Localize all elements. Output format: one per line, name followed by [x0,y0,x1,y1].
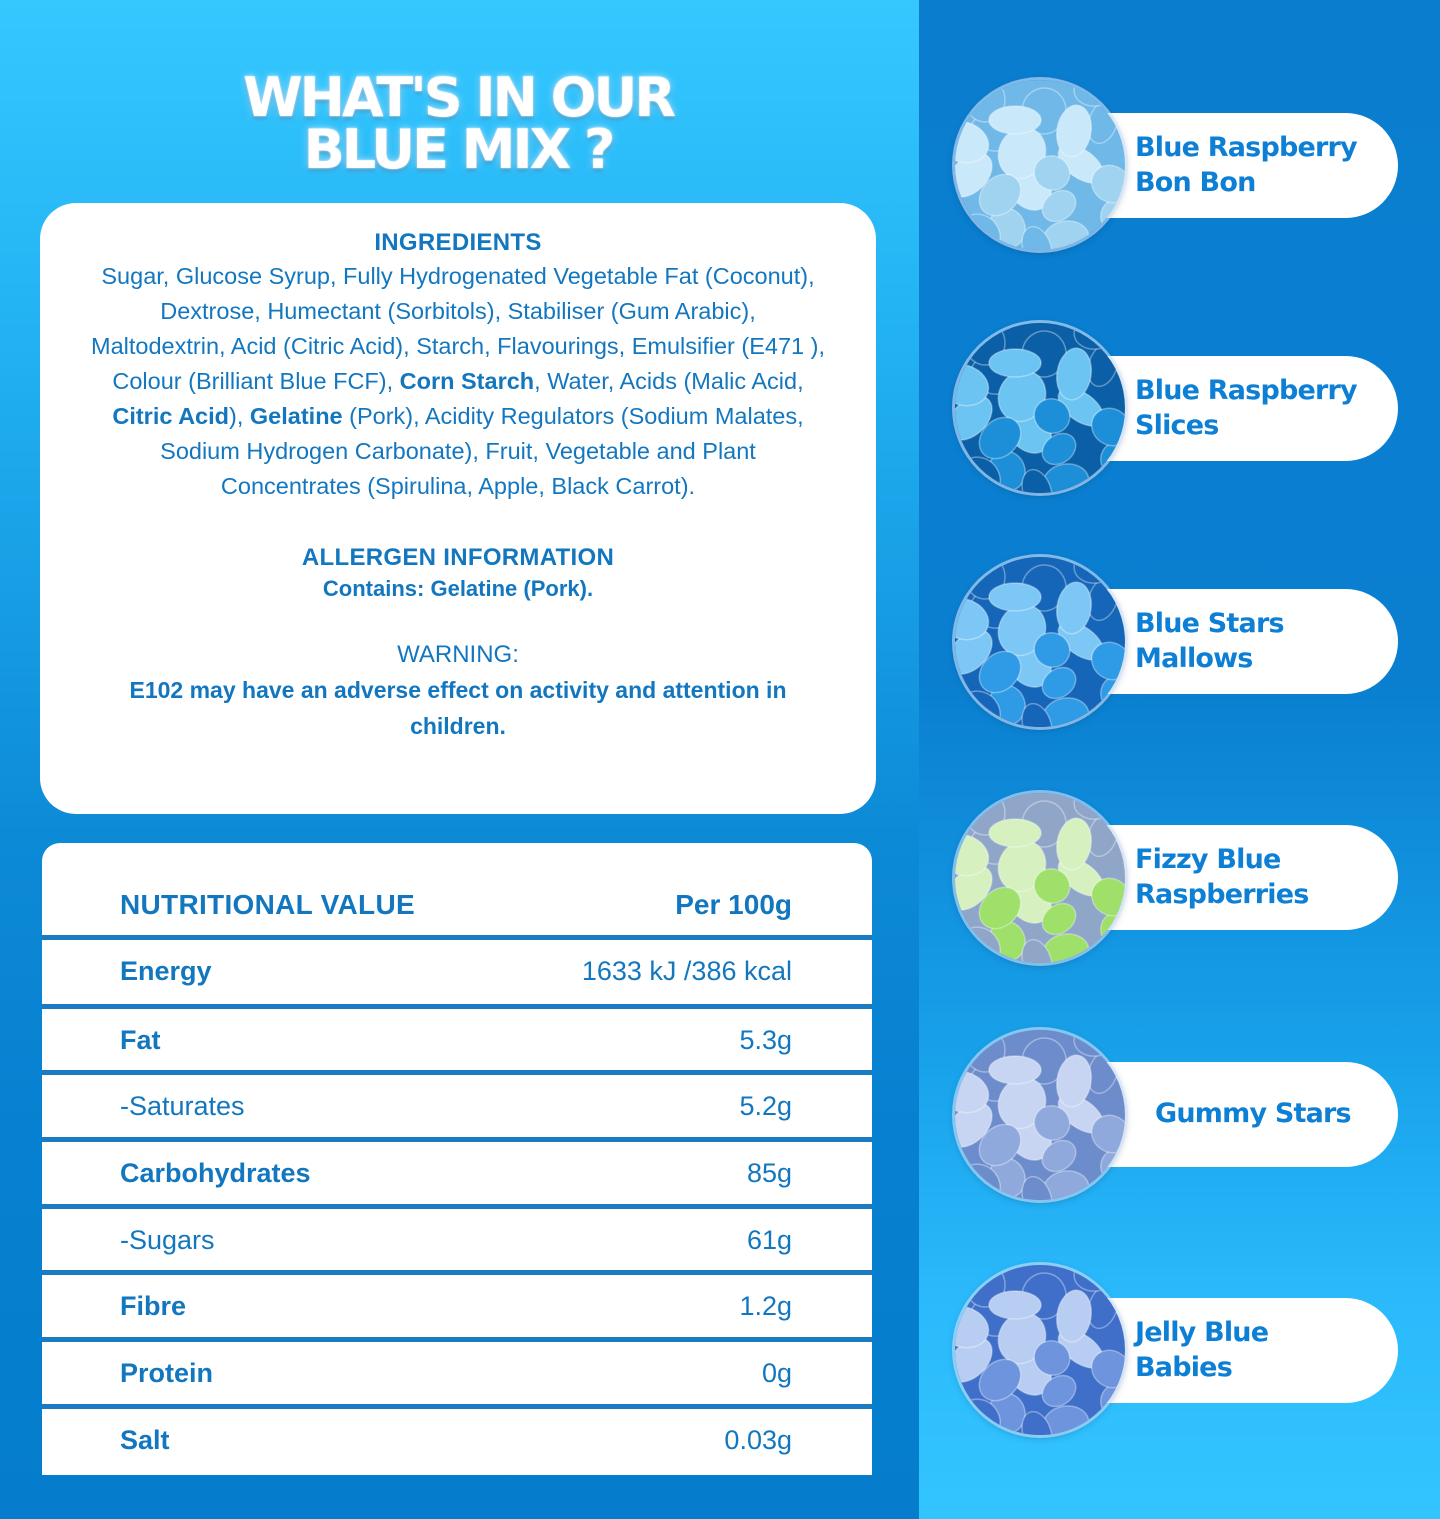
candy-name-line-2: Mallows [1135,643,1253,674]
nutrient-value: 85g [746,1157,792,1188]
nutrition-header-label: NUTRITIONAL VALUE [120,888,415,920]
candy-item [955,80,1400,260]
ingredients-segment: Sugar, Glucose Syrup, Fully Hydrogenated Vegetable Fat (Coconut), Dextrose, Humectant (Sorbitols), Stabiliser (Gum Arabic), Maltodextrin, Acid (Citric Acid), Starch, Flavourings, Emulsifier (E471 ), Colour (Brilliant Blue FCF), [91,263,825,394]
page-title-line-1: WHAT'S IN OUR [243,66,673,129]
table-row [42,1142,872,1204]
gummy-stars-image [955,1030,1125,1200]
allergen-section [90,544,826,606]
blue-raspberry-slices-image [955,323,1125,493]
candy-name-line-1: Fizzy Blue [1135,844,1281,875]
table-row [42,1409,872,1471]
candy-name-line-2: Slices [1135,410,1219,441]
candy-name-line-1: Blue Stars [1135,608,1284,639]
candy-name [1135,130,1357,200]
nutrient-label: Fat [120,1024,161,1055]
candy-item [955,557,1400,737]
candy-name [1135,842,1309,912]
blue-star-mallows-image [955,557,1125,727]
jelly-blue-babies-image [955,1265,1125,1435]
nutrition-header-row [42,843,872,936]
candy-name-line-1: Jelly Blue [1135,1317,1269,1348]
ingredients-segment: (Pork), Acidity Regulators (Sodium Malates, Sodium Hydrogen Carbonate), Fruit, Vegetable and Plant Concentrates (Spirulina, Apple, Black Carrot). [160,403,804,499]
ingredients-segment: , Water, Acids (Malic Acid, [534,368,804,394]
nutrient-label: -Saturates [120,1090,245,1121]
allergen-text: Contains: Gelatine (Pork). [322,576,594,601]
warning-text: E102 may have an adverse effect on activity and attention in children. [129,677,787,739]
nutrient-label: Fibre [120,1290,187,1321]
candy-name-line-2: Raspberries [1135,879,1309,910]
warning-heading: WARNING: [397,641,519,668]
fizzy-blue-raspberries-image [955,793,1125,963]
table-row [42,1009,872,1071]
table-row [42,940,872,1002]
page-title-line-2: BLUE MIX ? [303,118,613,181]
candy-item [955,323,1400,503]
ingredients-segment-bold: Corn Starch [399,368,535,394]
candy-name-line-2: Bon Bon [1135,167,1256,198]
candy-item [955,793,1400,973]
candy-name-line-1: Blue Raspberry [1135,132,1357,163]
nutrient-value: 1.2g [739,1290,792,1321]
warning-section [90,638,826,744]
candy-name [1135,606,1284,676]
nutrient-value: 0g [761,1357,792,1388]
ingredients-segment: ), [229,403,250,429]
nutrition-table [42,843,872,1475]
candy-name [1155,1096,1351,1131]
ingredients-text [90,259,826,504]
candy-item [955,1265,1400,1445]
nutrient-value: 5.2g [739,1090,792,1121]
nutrient-label: Energy [120,955,212,986]
candy-name-line-1: Gummy Stars [1155,1098,1351,1129]
table-row [42,1209,872,1271]
table-row [42,1075,872,1137]
candy-item [955,1030,1400,1210]
nutrition-header-value: Per 100g [675,888,792,920]
nutrient-label: Protein [120,1357,214,1388]
blue-bon-bons-image [955,80,1125,250]
candy-name-line-2: Babies [1135,1352,1232,1383]
table-row [42,1342,872,1404]
ingredients-heading: INGREDIENTS [374,229,542,256]
candy-name [1135,1315,1268,1385]
nutrient-value: 61g [746,1224,792,1255]
ingredients-segment-bold: Citric Acid [112,403,229,429]
ingredients-segment-bold: Gelatine [249,403,343,429]
candy-name [1135,373,1357,443]
nutrient-label: -Sugars [120,1224,215,1255]
nutrient-value: 1633 kJ /386 kcal [581,955,792,986]
ingredients-card [40,203,876,814]
nutrient-label: Salt [120,1424,170,1455]
nutrient-value: 0.03g [724,1424,792,1455]
allergen-heading: ALLERGEN INFORMATION [301,544,615,571]
nutrient-label: Carbohydrates [120,1157,311,1188]
nutrient-value: 5.3g [739,1024,792,1055]
page-title [40,66,876,181]
candy-name-line-1: Blue Raspberry [1135,375,1357,406]
table-row [42,1275,872,1337]
